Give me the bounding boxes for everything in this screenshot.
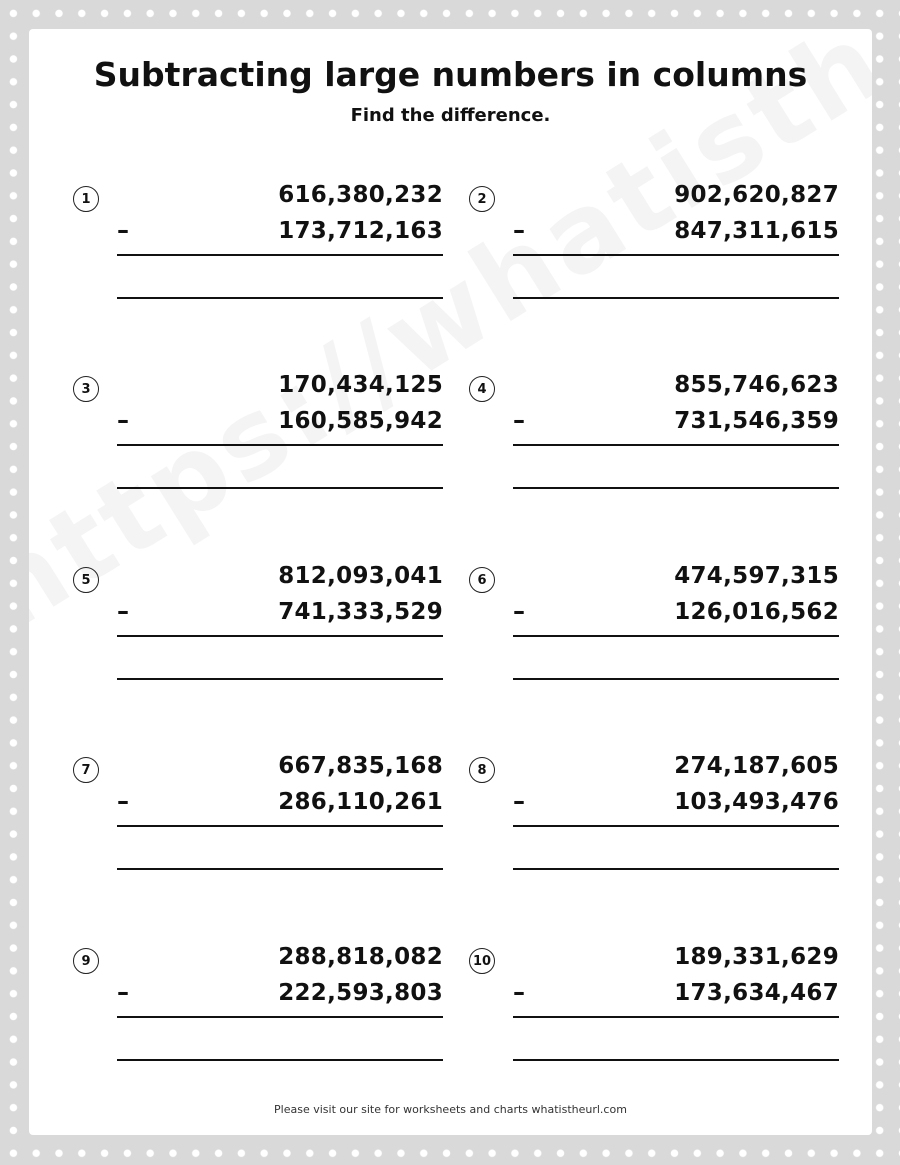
worksheet-page bbox=[29, 29, 872, 1135]
problem-number-badge: 8 bbox=[469, 757, 495, 783]
minuend: 274,187,605 bbox=[674, 753, 839, 779]
answer-line[interactable] bbox=[117, 678, 443, 680]
minuend: 855,746,623 bbox=[674, 372, 839, 398]
answer-line[interactable] bbox=[117, 487, 443, 489]
subtrahend: 222,593,803 bbox=[278, 980, 443, 1006]
sum-line bbox=[117, 825, 443, 827]
problem-number-badge: 7 bbox=[73, 757, 99, 783]
minus-sign: – bbox=[513, 978, 525, 1006]
sum-line bbox=[513, 1016, 839, 1018]
minus-sign: – bbox=[513, 787, 525, 815]
minus-sign: – bbox=[513, 216, 525, 244]
sum-line bbox=[117, 1016, 443, 1018]
problem-number-badge: 4 bbox=[469, 376, 495, 402]
subtrahend: 847,311,615 bbox=[674, 218, 839, 244]
problem-4 bbox=[469, 372, 839, 496]
minuend: 667,835,168 bbox=[278, 753, 443, 779]
problem-3 bbox=[73, 372, 443, 496]
subtrahend: 173,712,163 bbox=[278, 218, 443, 244]
subtrahend: 731,546,359 bbox=[674, 408, 839, 434]
sum-line bbox=[513, 444, 839, 446]
minus-sign: – bbox=[117, 216, 129, 244]
answer-line[interactable] bbox=[117, 1059, 443, 1061]
problem-number-badge: 3 bbox=[73, 376, 99, 402]
answer-line[interactable] bbox=[513, 487, 839, 489]
subtrahend: 741,333,529 bbox=[278, 599, 443, 625]
minus-sign: – bbox=[117, 597, 129, 625]
problem-6 bbox=[469, 563, 839, 687]
footer-note: Please visit our site for worksheets and charts whatistheurl.com bbox=[274, 1103, 627, 1116]
sum-line bbox=[117, 254, 443, 256]
problem-number-badge: 5 bbox=[73, 567, 99, 593]
sum-line bbox=[513, 254, 839, 256]
subtrahend: 286,110,261 bbox=[278, 789, 443, 815]
answer-line[interactable] bbox=[513, 678, 839, 680]
minuend: 189,331,629 bbox=[674, 944, 839, 970]
answer-line[interactable] bbox=[117, 868, 443, 870]
problem-8 bbox=[469, 753, 839, 877]
sum-line bbox=[513, 635, 839, 637]
sum-line bbox=[513, 825, 839, 827]
answer-line[interactable] bbox=[513, 1059, 839, 1061]
problem-number-badge: 10 bbox=[469, 948, 495, 974]
problem-10 bbox=[469, 944, 839, 1068]
minuend: 616,380,232 bbox=[278, 182, 443, 208]
sum-line bbox=[117, 635, 443, 637]
subtrahend: 160,585,942 bbox=[278, 408, 443, 434]
subtrahend: 126,016,562 bbox=[674, 599, 839, 625]
subtrahend: 103,493,476 bbox=[674, 789, 839, 815]
problem-number-badge: 9 bbox=[73, 948, 99, 974]
minuend: 170,434,125 bbox=[278, 372, 443, 398]
minuend: 288,818,082 bbox=[278, 944, 443, 970]
minus-sign: – bbox=[117, 406, 129, 434]
sum-line bbox=[117, 444, 443, 446]
page-title: Subtracting large numbers in columns bbox=[93, 55, 808, 94]
minuend: 474,597,315 bbox=[674, 563, 839, 589]
problem-1 bbox=[73, 182, 443, 306]
answer-line[interactable] bbox=[513, 297, 839, 299]
subtrahend: 173,634,467 bbox=[674, 980, 839, 1006]
minuend: 902,620,827 bbox=[674, 182, 839, 208]
answer-line[interactable] bbox=[117, 297, 443, 299]
problem-number-badge: 6 bbox=[469, 567, 495, 593]
problem-2 bbox=[469, 182, 839, 306]
problem-5 bbox=[73, 563, 443, 687]
minus-sign: – bbox=[513, 597, 525, 625]
minus-sign: – bbox=[117, 787, 129, 815]
instructions: Find the difference. bbox=[350, 105, 551, 126]
problem-number-badge: 1 bbox=[73, 186, 99, 212]
problem-number-badge: 2 bbox=[469, 186, 495, 212]
minus-sign: – bbox=[117, 978, 129, 1006]
answer-line[interactable] bbox=[513, 868, 839, 870]
problem-7 bbox=[73, 753, 443, 877]
minuend: 812,093,041 bbox=[278, 563, 443, 589]
problem-9 bbox=[73, 944, 443, 1068]
minus-sign: – bbox=[513, 406, 525, 434]
